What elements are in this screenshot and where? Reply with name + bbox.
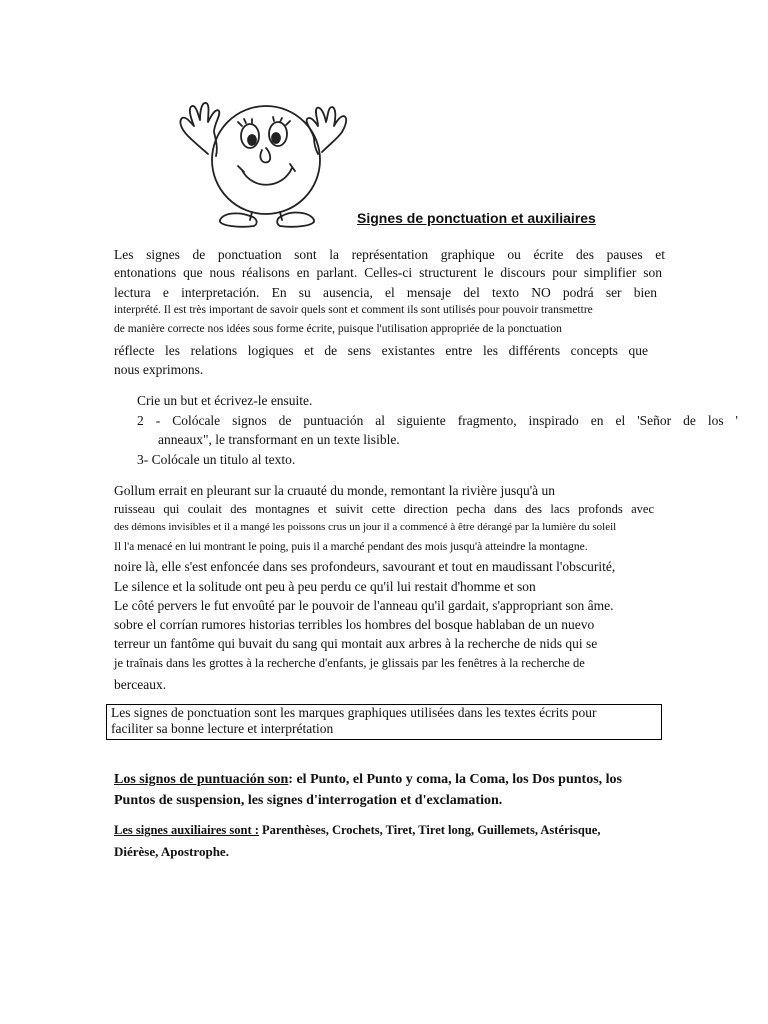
signos-label: Los signos de puntuación son: [114, 772, 289, 787]
intro-line-2: entonations que nous réalisons en parlant. Celles-ci structurent le discours pour simplifier son: [114, 265, 662, 280]
passage-line-8: sobre el corrían rumores historias terribles los hombres del bosque hablaban de un nuevo: [114, 617, 595, 632]
signos-line-2: Puntos de suspension, les signes d'interrogation et d'exclamation.: [114, 793, 503, 808]
signos-line-1: [114, 772, 622, 788]
auxiliaires-list-part-1: Parenthèses, Crochets, Tiret, Tiret long, Guillemets, Astérisque,: [258, 823, 601, 837]
passage-line-6: Le silence et la solitude ont peu à peu perdu ce qu'il lui restait d'homme et son: [114, 579, 536, 594]
passage-line-1: Gollum errait en pleurant sur la cruauté du monde, remontant la rivière jusqu'à un: [114, 483, 556, 498]
intro-line-6: réflecte les relations logiques et de sens existantes entre les différents concepts que: [114, 343, 648, 358]
passage-line-9: terreur un fantôme qui buvait du sang qui montait aux arbres à la recherche de nids qui se: [114, 636, 598, 651]
passage-line-7: Le côté pervers le fut envoûté par le pouvoir de l'anneau qu'il gardait, s'appropriant son âme.: [114, 598, 614, 613]
passage-line-3: des démons invisibles et il a mangé les poissons crus un jour il a commencé à être dérangé par la lumière du soleil: [114, 521, 617, 533]
instruction-3: 3- Colócale un titulo al texto.: [137, 452, 296, 467]
intro-line-4: interprété. Il est très important de savoir quels sont et comment ils sont utilisés pour pouvoir transmettre: [114, 304, 593, 316]
passage-line-4: Il l'a menacé en lui montrant le poing, puis il a marché pendant des mois jusqu'à atteindre la montagne.: [114, 541, 588, 553]
passage-line-11: berceaux.: [114, 677, 167, 692]
intro-line-3: lectura e interpretación. En su ausencia, el mensaje del texto NO podrá ser bien: [114, 285, 657, 300]
definition-line-1: Les signes de ponctuation sont les marques graphiques utilisées dans les textes écrits pour: [111, 705, 597, 720]
instruction-2-line-2: anneaux", le transformant en un texte lisible.: [158, 432, 400, 447]
signos-list-part-1: : el Punto, el Punto y coma, la Coma, los Dos puntos, los: [288, 772, 622, 787]
intro-line-7: nous exprimons.: [114, 362, 204, 377]
auxiliaires-line-1: [114, 823, 600, 838]
instruction-1: Crie un but et écrivez-le ensuite.: [137, 393, 313, 408]
smiley-mascot-illustration: [170, 92, 360, 230]
auxiliaires-label: Les signes auxiliaires sont :: [114, 823, 259, 837]
passage-line-5: noire là, elle s'est enfoncée dans ses profondeurs, savourant et tout en maudissant l'obscurité,: [114, 559, 616, 574]
page-title: Signes de ponctuation et auxiliaires: [357, 210, 596, 226]
instruction-2-line-1: 2 - Colócale signos de puntuación al siguiente fragmento, inspirado en el 'Señor de los ': [137, 413, 738, 428]
passage-line-10: je traînais dans les grottes à la recherche d'enfants, je glissais par les fenêtres à la recherche de: [114, 656, 585, 670]
auxiliaires-line-2: Diérèse, Apostrophe.: [114, 844, 229, 859]
definition-line-2: faciliter sa bonne lecture et interprétation: [111, 721, 334, 736]
intro-line-1: Les signes de ponctuation sont la représentation graphique ou écrite des pauses et: [114, 247, 665, 262]
passage-line-2: ruisseau qui coulait des montagnes et suivit cette direction pecha dans des lacs profonds avec: [114, 502, 654, 516]
definition-box: [106, 704, 662, 740]
intro-line-5: de manière correcte nos idées sous forme écrite, puisque l'utilisation appropriée de la ponctuation: [114, 323, 562, 335]
